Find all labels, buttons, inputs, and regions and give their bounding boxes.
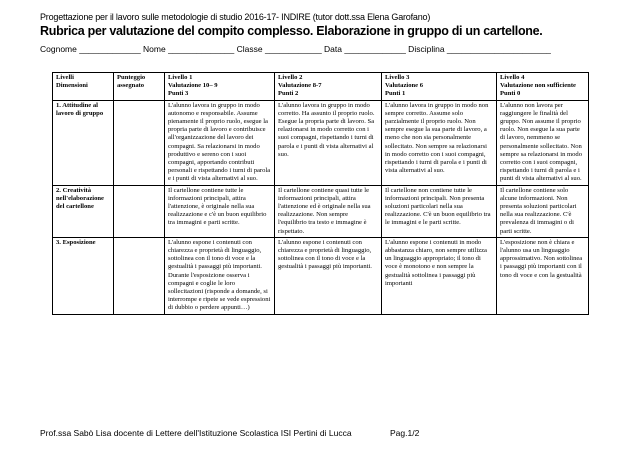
- header-cell-score: Punteggio assegnato: [114, 73, 165, 101]
- level-4-cell: L'esposizione non è chiara e l'alunno usa un linguaggio approssimativo. Non sottolinea i passaggi più importanti con il tono di voce e con la gestualità: [497, 237, 589, 314]
- score-cell: [114, 237, 165, 314]
- dimension-cell: 2. Creatività nell'elaborazione del cartellone: [53, 185, 114, 237]
- level-4-cell: L'alunno non lavora per raggiungere le finalità del gruppo. Non assume il proprio ruolo. Non esegue la sua parte di lavoro, nemmeno se personalmente sollecitato. Non sempre sa relazionarsi in modo corretto con i suoi compagni, rispettando i turni di parola e i punti di vista alternativi al suo.: [497, 100, 589, 185]
- level-1-cell: L'alunno lavora in gruppo in modo autonomo e responsabile. Assume pienamente il proprio ruolo, esegue la propria parte di lavoro e contribuisce all'organizzazione del lavoro dei compagni. Sa relazionarsi in modo produttivo e sereno con i suoi compagni, apportando contributi personali e rispettando i turni di parola e i punti di vista alternativi al suo.: [165, 100, 275, 185]
- level-3-cell: Il cartellone non contiene tutte le informazioni principali. Non presenta soluzioni particolari nella sua realizzazione. C'è un buon equilibrio tra le immagini e le parti scritte.: [382, 185, 497, 237]
- rubric-body: [53, 100, 589, 314]
- level-1-cell: Il cartellone contiene tutte le informazioni principali, attira l'attenzione, è originale nella sua realizzazione e c'è un buon equilibrio tra immagini e parti scritte.: [165, 185, 275, 237]
- dimension-cell: 1. Attitudine al lavoro di gruppo: [53, 100, 114, 185]
- score-cell: [114, 185, 165, 237]
- level-2-cell: L'alunno lavora in gruppo in modo corretto. Ha assunto il proprio ruolo. Esegue la propria parte di lavoro. Sa relazionarsi in modo corretto con i suoi compagni, rispettando i turni di parola e i punti di vista alternativi al suo.: [275, 100, 382, 185]
- table-row: [53, 185, 589, 237]
- table-row: [53, 100, 589, 185]
- footer-author: Prof.ssa Sabò Lisa docente di Lettere dell'Istituzione Scolastica ISI Pertini di Lucca: [40, 428, 352, 438]
- project-line: Progettazione per il lavoro sulle metodologie di studio 2016-17- INDIRE (tutor dott.ssa Elena Garofano): [40, 12, 431, 22]
- header-cell-level-3: Livello 3 Valutazione 6 Punti 1: [382, 73, 497, 101]
- level-2-cell: Il cartellone contiene quasi tutte le informazioni principali, attira l'attenzione ed è originale nella sua realizzazione. Non sempre l'equilibrio tra testo e immagine è rispettato.: [275, 185, 382, 237]
- score-cell: [114, 100, 165, 185]
- level-4-cell: Il cartellone contiene solo alcune informazioni. Non presenta soluzioni particolari nella sua realizzazione. C'è prevalenza di immagini o di parti scritte.: [497, 185, 589, 237]
- student-fields-line: Cognome _____________ Nome ______________ Classe ____________ Data _____________ Disciplina ______________________: [40, 44, 551, 54]
- page-title: Rubrica per valutazione del compito complesso. Elaborazione in gruppo di un cartellone.: [40, 24, 543, 38]
- page-footer: [40, 428, 420, 438]
- header-cell-dimensions: Livelli Dimensioni: [53, 73, 114, 101]
- header-cell-level-1: Livello 1 Valutazione 10– 9 Punti 3: [165, 73, 275, 101]
- level-2-cell: L'alunno espone i contenuti con chiarezza e proprietà di linguaggio, sottolinea con il tono di voce e la gestualità i passaggi più importanti.: [275, 237, 382, 314]
- header-cell-level-2: Livello 2 Valutazione 8-7 Punti 2: [275, 73, 382, 101]
- level-3-cell: L'alunno lavora in gruppo in modo non sempre corretto. Assume solo parzialmente il proprio ruolo. Non sempre esegue la sua parte di lavoro, a meno che non sia personalmente sollecitato. Non sempre sa relazionarsi in modo corretto con i suoi compagni, rispettando i turni di parola e i punti di vista alternativi al suo.: [382, 100, 497, 185]
- page-number: Pag.1/2: [390, 428, 420, 438]
- table-row: [53, 237, 589, 314]
- level-1-cell: L'alunno espone i contenuti con chiarezza e proprietà di linguaggio, sottolinea con il tono di voce e la gestualità i passaggi più importanti. Durante l'esposizione osserva i compagni e coglie le loro sollecitazioni (risponde a domande, si interrompe e ripete se vede espressioni di dubbio o perdere appunti…): [165, 237, 275, 314]
- rubric-table: [52, 72, 589, 315]
- level-3-cell: L'alunno espone i contenuti in modo abbastanza chiaro, non sempre utilizza un linguaggio appropriato; il tono di voce è monotono e non sempre la gestualità sottolinea i passaggi più importanti: [382, 237, 497, 314]
- header-row: [53, 73, 589, 101]
- dimension-cell: 3. Esposizione: [53, 237, 114, 314]
- header-cell-level-4: Livello 4 Valutazione non sufficiente Punti 0: [497, 73, 589, 101]
- rubric-header: [53, 73, 589, 101]
